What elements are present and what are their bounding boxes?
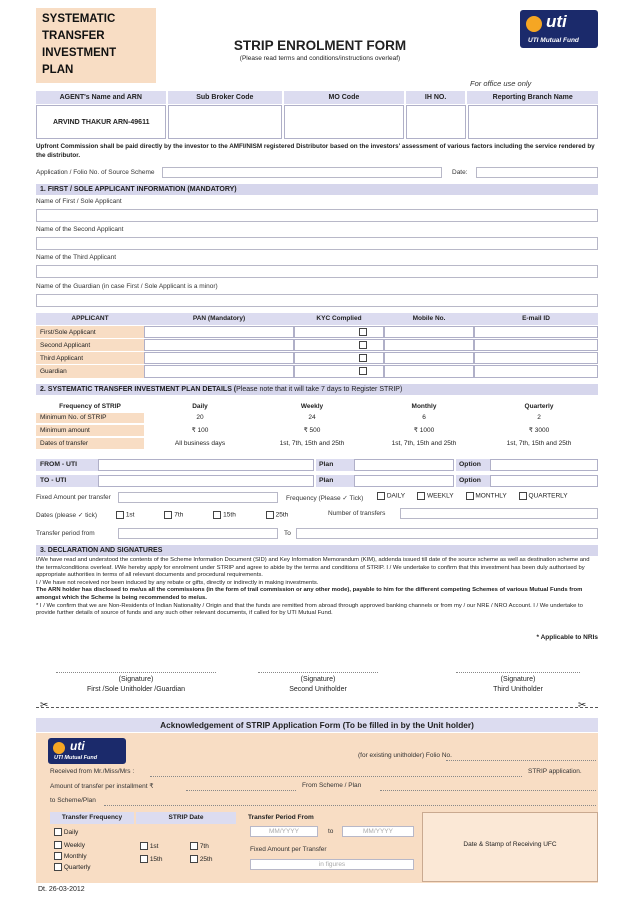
date-label: Date: bbox=[452, 169, 468, 176]
app-folio-field[interactable] bbox=[162, 167, 442, 178]
row-label: First/Sole Applicant bbox=[36, 326, 144, 338]
ack-amount-line[interactable] bbox=[186, 790, 296, 791]
date-field[interactable] bbox=[476, 167, 598, 178]
guardian-label: Name of the Guardian (in case First / Sole Applicant is a minor) bbox=[36, 283, 218, 290]
section1-title: 1. FIRST / SOLE APPLICANT INFORMATION (MANDATORY) bbox=[36, 184, 598, 195]
email-cell[interactable] bbox=[474, 365, 598, 378]
logo-subtext: UTI Mutual Fund bbox=[528, 37, 579, 44]
option-label: Option bbox=[456, 475, 490, 487]
ack-daily-checkbox[interactable] bbox=[54, 828, 62, 836]
signature-label: (Signature) bbox=[500, 676, 536, 683]
ack-date-option[interactable] bbox=[190, 840, 240, 853]
from-plan-field[interactable] bbox=[354, 459, 454, 471]
freq-option-label: MONTHLY bbox=[475, 492, 507, 500]
ack-weekly-checkbox[interactable] bbox=[54, 841, 62, 849]
from-uti-row bbox=[36, 459, 598, 471]
upfront-note: Upfront Commission shall be paid directly by the investor to the AMFI/NISM registered Distributor based on the investors' assessment of various factors including the service rendered by the distributor. bbox=[36, 143, 595, 159]
ack-date-label: 15th bbox=[149, 856, 163, 863]
ack-fixed-label: Fixed Amount per Transfer bbox=[250, 846, 327, 853]
ack-date-label: 7th bbox=[199, 843, 209, 850]
ack-logo-text: uti bbox=[70, 739, 85, 753]
kyc-cell[interactable] bbox=[294, 326, 384, 338]
ack-monthly-checkbox[interactable] bbox=[54, 852, 62, 860]
first-applicant-field[interactable] bbox=[36, 209, 598, 222]
ack-freq-label: Weekly bbox=[63, 842, 86, 849]
ack-received-line[interactable] bbox=[150, 776, 522, 777]
ack-from-scheme-line[interactable] bbox=[380, 790, 596, 791]
ack-date-option[interactable] bbox=[140, 853, 190, 866]
cell-value: All business days bbox=[174, 440, 226, 447]
scissors-icon: ✂ bbox=[40, 700, 49, 711]
ack-amount-label: Amount of transfer per installment ₹ bbox=[50, 783, 154, 790]
third-applicant-label: Name of the Third Applicant bbox=[36, 254, 117, 261]
cell-value: ₹ 100 bbox=[191, 427, 209, 434]
agent-value-row bbox=[36, 105, 598, 139]
date-option-label: 25th bbox=[275, 511, 289, 519]
ack-folio-label: (for existing unitholder) Folio No. bbox=[358, 752, 452, 759]
kyc-table-body bbox=[36, 326, 598, 378]
ack-to-scheme-label: to Scheme/Plan bbox=[50, 797, 96, 804]
declaration-p4: * I / We confirm that we are Non-Residents of Indian Nationality / Origin and that the funds are remitted from abroad through approved banking channels or from my / our NRE / NRO Account. I / We undertake to provide further details of source of funds and any such other relevant documents, if called for by UTI Mutual Fund. bbox=[36, 602, 583, 617]
mobile-cell[interactable] bbox=[384, 326, 474, 338]
kyc-checkbox[interactable] bbox=[359, 341, 367, 349]
ack-stamp-box bbox=[422, 812, 598, 882]
section2-title-note: Please note that it will take 7 days to Register STRIP) bbox=[236, 386, 403, 393]
date-option[interactable] bbox=[266, 511, 288, 519]
mobile-cell[interactable] bbox=[384, 352, 474, 364]
nri-note: * Applicable to NRIs bbox=[536, 634, 598, 641]
date-1st-checkbox[interactable] bbox=[116, 511, 124, 519]
freq-option[interactable] bbox=[519, 492, 568, 500]
freq-option[interactable] bbox=[417, 492, 453, 500]
signature-line[interactable] bbox=[56, 672, 216, 673]
ack-tf-header: Transfer Frequency bbox=[50, 812, 134, 824]
signature-label: (Signature) bbox=[300, 676, 336, 683]
section3-title: 3. DECLARATION AND SIGNATURES bbox=[36, 545, 598, 556]
pan-col: PAN (Mandatory) bbox=[192, 315, 246, 322]
ack-received-label: Received from Mr./Miss/Mrs : bbox=[50, 768, 135, 775]
signature-block bbox=[456, 672, 580, 695]
ack-freq-list bbox=[54, 827, 91, 873]
to-plan-field[interactable] bbox=[354, 475, 454, 487]
frequency-options bbox=[377, 492, 568, 500]
kyc-checkbox[interactable] bbox=[359, 354, 367, 362]
page-subtitle: (Please read terms and conditions/instructions overleaf) bbox=[239, 55, 401, 62]
page-title: STRIP ENROLMENT FORM bbox=[233, 38, 407, 53]
ack-freq-option[interactable] bbox=[54, 862, 91, 873]
sub-broker-header: Sub Broker Code bbox=[168, 91, 283, 104]
pan-cell[interactable] bbox=[144, 326, 294, 338]
daily-checkbox[interactable] bbox=[377, 492, 385, 500]
cell-value: 1st, 7th, 15th and 25th bbox=[279, 440, 345, 447]
section2-title-text: 2. SYSTEMATIC TRANSFER INVESTMENT PLAN DETAILS ( bbox=[40, 386, 237, 393]
date-option-label: 7th bbox=[174, 511, 184, 519]
fixed-amount-field[interactable] bbox=[118, 492, 278, 503]
cell-value: 20 bbox=[196, 414, 204, 421]
row-label: Minimum amount bbox=[36, 425, 144, 436]
table-row bbox=[36, 352, 598, 365]
sub-broker-field[interactable] bbox=[168, 105, 283, 139]
table-row bbox=[36, 339, 598, 352]
ack-mm-from-field[interactable]: MM/YYYY bbox=[250, 826, 318, 837]
second-applicant-label: Name of the Second Applicant bbox=[36, 226, 124, 233]
mobile-cell[interactable] bbox=[384, 365, 474, 378]
freq-header-row bbox=[36, 402, 598, 412]
cell-value: 1st, 7th, 15th and 25th bbox=[506, 440, 572, 447]
plan-label: Plan bbox=[316, 475, 354, 487]
freq-monthly: Monthly bbox=[411, 403, 437, 410]
period-from-label: Transfer period from bbox=[36, 530, 95, 537]
cell-value: ₹ 3000 bbox=[528, 427, 550, 434]
dates-row bbox=[36, 438, 598, 449]
email-cell[interactable] bbox=[474, 352, 598, 364]
ack-mm-to-field[interactable]: MM/YYYY bbox=[342, 826, 414, 837]
date-25th-checkbox[interactable] bbox=[266, 511, 274, 519]
cell-value: 1st, 7th, 15th and 25th bbox=[391, 440, 457, 447]
from-option-field[interactable] bbox=[490, 459, 598, 471]
row-label: Guardian bbox=[36, 365, 144, 378]
ih-no-header: IH NO. bbox=[406, 91, 466, 104]
ack-title: Acknowledgement of STRIP Application Form (To be filled in by the Unit holder) bbox=[36, 718, 598, 732]
ack-date-option[interactable] bbox=[140, 840, 190, 853]
agent-value[interactable]: ARVIND THAKUR ARN-49611 bbox=[36, 105, 166, 139]
signature-label: (Signature) bbox=[118, 676, 154, 683]
date-option[interactable] bbox=[213, 511, 235, 519]
logo-emblem-icon bbox=[526, 16, 542, 32]
section2-title bbox=[36, 384, 598, 395]
ack-freq-option[interactable] bbox=[54, 827, 91, 838]
ack-tp-header: Transfer Period From bbox=[248, 814, 314, 821]
reporting-branch-header: Reporting Branch Name bbox=[467, 91, 598, 104]
date-option-label: 1st bbox=[125, 511, 135, 519]
ack-figures-field[interactable]: in figures bbox=[250, 859, 414, 870]
freq-header: Frequency of STRIP bbox=[59, 403, 121, 410]
ack-15th-checkbox[interactable] bbox=[140, 855, 148, 863]
uti-logo bbox=[520, 10, 598, 48]
declaration-text bbox=[36, 557, 598, 618]
dates-options bbox=[116, 511, 288, 519]
min-strip-row bbox=[36, 413, 598, 423]
third-applicant-field[interactable] bbox=[36, 265, 598, 278]
cell-value: ₹ 500 bbox=[303, 427, 321, 434]
row-label: Third Applicant bbox=[36, 352, 144, 364]
declaration-p3: The ARN holder has disclosed to me/us all the commissions (in the form of trail commission or any other mode), payable to him for the different competing Schemes of various Mutual Funds from amongst which the Scheme is being recommended to me/us. bbox=[36, 587, 583, 601]
freq-option-label: DAILY bbox=[386, 492, 406, 500]
date-7th-checkbox[interactable] bbox=[164, 511, 172, 519]
cell-value: 24 bbox=[308, 414, 316, 421]
side-title-line: PLAN bbox=[42, 64, 74, 76]
agent-header: AGENT's Name and ARN bbox=[36, 91, 166, 104]
reporting-branch-field[interactable] bbox=[468, 105, 599, 139]
ack-freq-label: Monthly bbox=[63, 853, 87, 860]
ack-folio-line[interactable] bbox=[446, 760, 596, 761]
period-from-field[interactable] bbox=[118, 528, 278, 539]
mobile-cell[interactable] bbox=[384, 339, 474, 351]
ack-uti-logo bbox=[48, 738, 126, 764]
logo-emblem-icon bbox=[53, 742, 65, 754]
cell-value: ₹ 1000 bbox=[413, 427, 435, 434]
kyc-cell[interactable] bbox=[294, 339, 384, 351]
table-row bbox=[36, 326, 598, 339]
freq-option-label: WEEKLY bbox=[426, 492, 454, 500]
ack-date-option[interactable] bbox=[190, 853, 240, 866]
mo-code-field[interactable] bbox=[284, 105, 404, 139]
num-transfers-field[interactable] bbox=[400, 508, 598, 519]
email-col: E-mail ID bbox=[522, 315, 550, 322]
freq-option[interactable] bbox=[377, 492, 405, 500]
dates-label: Dates (please ✓ tick) bbox=[36, 512, 98, 519]
side-title-block bbox=[36, 8, 156, 83]
ack-date-label: 25th bbox=[199, 856, 213, 863]
min-amount-row bbox=[36, 425, 598, 436]
signature-block bbox=[56, 672, 216, 695]
freq-daily: Daily bbox=[192, 403, 208, 410]
ack-dates-grid bbox=[140, 840, 240, 866]
date-15th-checkbox[interactable] bbox=[213, 511, 221, 519]
side-title-line: INVESTMENT bbox=[42, 47, 117, 59]
footer-date: Dt. 26-03-2012 bbox=[38, 886, 85, 893]
office-use-label: For office use only bbox=[470, 79, 532, 88]
first-applicant-label: Name of First / Sole Applicant bbox=[36, 198, 122, 205]
to-scheme-field[interactable] bbox=[98, 475, 314, 487]
ack-from-scheme-label: From Scheme / Plan bbox=[302, 782, 362, 789]
weekly-checkbox[interactable] bbox=[417, 492, 425, 500]
monthly-checkbox[interactable] bbox=[466, 492, 474, 500]
to-label: TO - UTI bbox=[36, 475, 98, 487]
ack-25th-checkbox[interactable] bbox=[190, 855, 198, 863]
ack-date-label: 1st bbox=[149, 843, 159, 850]
kyc-checkbox[interactable] bbox=[359, 367, 367, 375]
ack-freq-label: Daily bbox=[63, 829, 79, 836]
ih-no-field[interactable] bbox=[406, 105, 466, 139]
declaration-p1: I/We have read and understood the contents of the Scheme Information Document (SID) and Key Information Memorandum (KIM), addenda issued till date of the source scheme as well as destination scheme and the terms/conditions overleaf. I/We hereby apply for enrolment under STRIP and agree to abide by the terms and conditions of STRIP. I / We undertake to confirm that this investment has been duly authorised by appropriate authorities in terms of all relevant documents and procedural requirements. bbox=[36, 557, 590, 579]
to-option-field[interactable] bbox=[490, 475, 598, 487]
from-scheme-field[interactable] bbox=[98, 459, 314, 471]
email-cell[interactable] bbox=[474, 326, 598, 338]
ack-to-label: to bbox=[328, 828, 334, 835]
guardian-field[interactable] bbox=[36, 294, 598, 307]
cell-value: 2 bbox=[537, 414, 541, 421]
agent-header-row bbox=[36, 91, 598, 104]
ack-strip-app-label: STRIP application. bbox=[528, 768, 582, 775]
ack-freq-option[interactable] bbox=[54, 851, 91, 862]
pan-cell[interactable] bbox=[144, 339, 294, 351]
plan-label: Plan bbox=[316, 459, 354, 471]
ack-freq-label: Quarterly bbox=[63, 864, 91, 871]
table-row bbox=[36, 365, 598, 378]
freq-weekly: Weekly bbox=[300, 403, 324, 410]
ack-1st-checkbox[interactable] bbox=[140, 842, 148, 850]
signature-line[interactable] bbox=[258, 672, 378, 673]
option-label: Option bbox=[456, 459, 490, 471]
date-option-label: 15th bbox=[223, 511, 236, 519]
ack-freq-option[interactable] bbox=[54, 840, 91, 851]
cell-value: 6 bbox=[422, 414, 426, 421]
declaration-p2: I / We have not received nor been induced by any rebate or gifts, directly or indirectly in making investments. bbox=[36, 579, 319, 586]
scissors-icon: ✂ bbox=[578, 700, 587, 711]
signatory-label: First /Sole Unitholder /Guardian bbox=[86, 686, 186, 693]
app-folio-label: Application / Folio No. of Source Scheme bbox=[36, 169, 155, 176]
email-cell[interactable] bbox=[474, 339, 598, 351]
frequency-label: Frequency (Please ✓ Tick) bbox=[286, 495, 364, 502]
applicant-col: APPLICANT bbox=[71, 315, 109, 322]
logo-text: uti bbox=[546, 12, 567, 31]
mo-code-header: MO Code bbox=[284, 91, 404, 104]
period-to-field[interactable] bbox=[296, 528, 598, 539]
period-to-label: To bbox=[284, 530, 291, 537]
quarterly-checkbox[interactable] bbox=[519, 492, 527, 500]
ack-logo-subtext: UTI Mutual Fund bbox=[54, 755, 98, 761]
freq-option[interactable] bbox=[466, 492, 507, 500]
second-applicant-field[interactable] bbox=[36, 237, 598, 250]
signatory-label: Third Unitholder bbox=[493, 686, 543, 693]
signatory-label: Second Unitholder bbox=[289, 686, 347, 693]
pan-cell[interactable] bbox=[144, 365, 294, 378]
kyc-cell[interactable] bbox=[294, 352, 384, 364]
ack-7th-checkbox[interactable] bbox=[190, 842, 198, 850]
ack-to-scheme-line[interactable] bbox=[104, 805, 596, 806]
num-transfers-label: Number of transfers bbox=[328, 510, 386, 517]
freq-option-label: QUARTERLY bbox=[528, 492, 568, 500]
mobile-col: Mobile No. bbox=[412, 315, 446, 322]
kyc-col: KYC Complied bbox=[316, 315, 362, 322]
row-label: Minimum No. of STRIP bbox=[36, 413, 144, 423]
kyc-table-header bbox=[36, 313, 598, 325]
ack-quarterly-checkbox[interactable] bbox=[54, 863, 62, 871]
side-title-line: TRANSFER bbox=[42, 30, 105, 42]
pan-cell[interactable] bbox=[144, 352, 294, 364]
to-uti-row bbox=[36, 475, 598, 487]
date-option[interactable] bbox=[164, 511, 183, 519]
freq-quarterly: Quarterly bbox=[524, 403, 554, 410]
signature-block bbox=[258, 672, 378, 695]
row-label: Dates of transfer bbox=[36, 438, 144, 449]
side-title-line: SYSTEMATIC bbox=[42, 13, 116, 25]
cut-line bbox=[36, 707, 598, 708]
date-option[interactable] bbox=[116, 511, 134, 519]
from-label: FROM - UTI bbox=[36, 459, 98, 471]
kyc-checkbox[interactable] bbox=[359, 328, 367, 336]
ack-stamp-label: Date & Stamp of Receiving UFC bbox=[463, 841, 557, 848]
ack-sd-header: STRIP Date bbox=[136, 812, 236, 824]
signature-line[interactable] bbox=[456, 672, 580, 673]
fixed-amount-label: Fixed Amount per transfer bbox=[36, 494, 111, 501]
kyc-cell[interactable] bbox=[294, 365, 384, 378]
row-label: Second Applicant bbox=[36, 339, 144, 351]
